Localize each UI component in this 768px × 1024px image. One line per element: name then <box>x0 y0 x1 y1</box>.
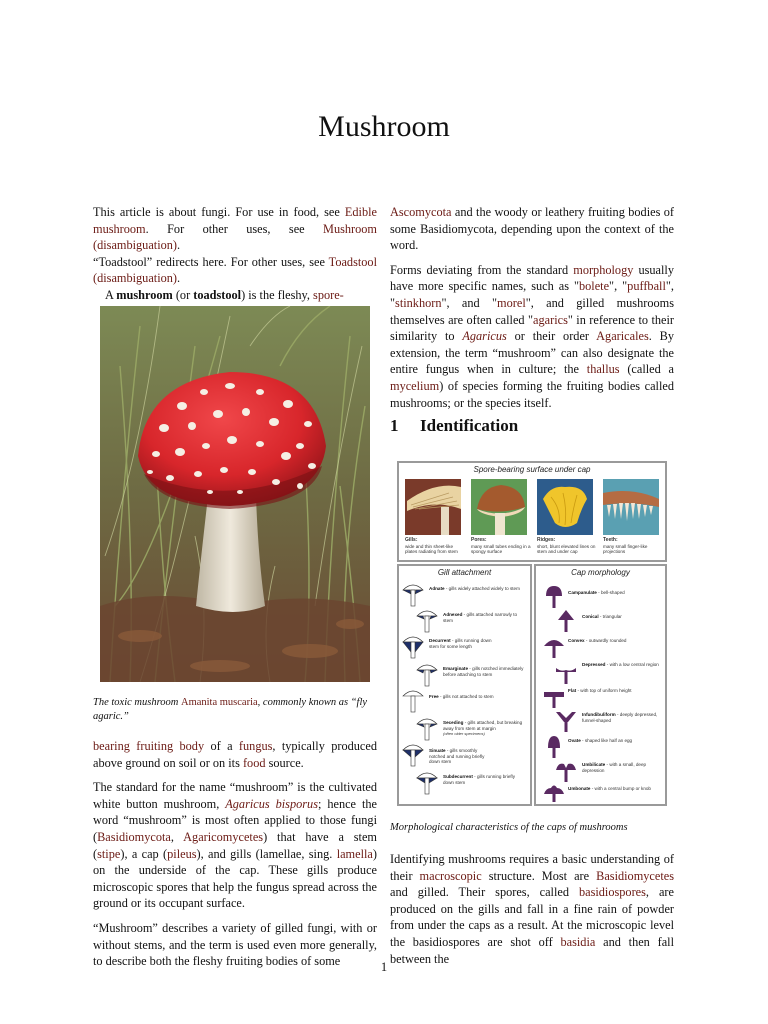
link-puffball[interactable]: puffball <box>627 279 666 294</box>
section-heading <box>390 416 518 436</box>
paragraph-text: " in reference to their similarity to <box>390 312 674 344</box>
paragraph-text: and the woody or leathery fruiting bodies of some Basidiomycota, depending upon the context of the word. <box>390 205 674 253</box>
paragraph-text: or their order <box>506 329 597 344</box>
page-title: Mushroom <box>318 110 450 143</box>
paragraph-text: ; hence the word “mushroom” is most often applied to those fungi ( <box>93 796 377 844</box>
link-basidiomycetes[interactable]: Basidiomycetes <box>596 868 674 883</box>
gill-adnexed: Adnexed - gills attached narrowly to stem <box>443 612 518 623</box>
paragraph-bearing <box>93 738 377 771</box>
link-pileus[interactable]: pileus <box>167 846 197 861</box>
link-edible-mushroom[interactable]: Edible mushroom <box>93 205 377 236</box>
paragraph-text: usually have more specific names, such as " <box>390 262 674 294</box>
link-fruiting-body[interactable]: fruiting body <box>136 739 205 753</box>
right-column-bottom <box>390 851 674 975</box>
paragraph-text: , typically produced above ground on soil or on its <box>93 739 377 770</box>
paragraph-text: ", and gilled mushrooms themselves are often called " <box>390 295 674 327</box>
cap-morphology-box <box>534 564 667 806</box>
link-ascomycota[interactable]: Ascomycota <box>390 205 452 219</box>
paragraph-describes: “Mushroom” describes a variety of gilled fungi, with or without stems, and the term is used even more generally, to describe both the fleshy fruiting bodies of some <box>93 920 377 969</box>
link-toadstool-disambiguation[interactable]: Toadstool (disambiguation) <box>93 254 377 286</box>
paragraph-text: ", and " <box>441 295 498 310</box>
paragraph-text: ) that have a stem ( <box>93 829 377 861</box>
cap-ovate: Ovate - shaped like half an egg <box>568 738 633 743</box>
link-agaricales[interactable]: Agaricales <box>596 329 649 344</box>
hatnote-2 <box>93 254 377 287</box>
paragraph-text: ) of species forming the fruiting bodies called mushrooms; or the species itself. <box>390 378 674 410</box>
paragraph-text: and then fall between the <box>390 934 674 966</box>
link-basidiomycota[interactable]: Basidiomycota <box>97 829 171 844</box>
link-morel[interactable]: morel <box>497 295 526 310</box>
paragraph-text: (called a <box>619 362 674 377</box>
paragraph-standard <box>93 779 377 912</box>
paragraph-text: ), and gills (lamellae, sing. <box>196 846 337 861</box>
link-bearing[interactable]: bearing <box>93 739 130 753</box>
left-column-top <box>93 204 377 304</box>
intro-text: ) is the fleshy, <box>241 287 314 302</box>
paragraph-text: Forms deviating from the standard <box>390 262 574 277</box>
gill-emarginate: Emarginate - gills notched immediately before attaching to stem <box>443 666 524 677</box>
spore-label-pores: Pores: many small tubes ending in a spongy surface <box>471 537 531 555</box>
paragraph-text: Identifying mushrooms requires a basic understanding of their <box>390 852 674 883</box>
photo-caption <box>93 696 377 724</box>
paragraph-text: , <box>170 829 184 844</box>
paragraph-text: source. <box>265 755 304 770</box>
spore-surface-box <box>397 461 667 562</box>
link-agaricus-bisporus[interactable]: Agaricus bisporus <box>225 796 318 811</box>
hatnote-text: This article is about fungi. For use in food, see <box>93 205 345 219</box>
gill-seceding: Seceding - gills attached, but breaking away from stem at margin (often older specimens) <box>443 720 523 737</box>
spore-label-ridges: Ridges: short, blunt elevated lines on stem and under cap <box>537 537 596 555</box>
link-spore-bearing[interactable]: spore- <box>313 287 344 302</box>
cap-umbilicate: Umbilicate - with a small, deep depression <box>582 762 647 773</box>
section-number: 1 <box>390 416 399 435</box>
gill-attachment-box <box>397 564 532 806</box>
paragraph-identifying <box>390 851 674 967</box>
paragraph-text: structure. Most are <box>481 868 597 883</box>
hatnote-text: . <box>177 238 181 253</box>
term-toadstool: toadstool <box>193 287 242 302</box>
spore-label-gills: Gills: wide and thin sheet-like plates radiating from stem <box>405 537 458 555</box>
term-mushroom: mushroom <box>116 287 173 302</box>
cap-infundibuliform: Infundibuliform - deeply depressed, funnel-shaped <box>582 712 658 723</box>
amanita-muscaria-image <box>100 306 370 682</box>
gill-adnate: Adnate - gills widely attached widely to stem <box>429 586 520 591</box>
paragraph-text: and gilled. Their spores, called <box>390 885 579 900</box>
ridges-swatch <box>537 479 593 535</box>
cap-campanulate: Campanulate - bell-shaped <box>568 590 625 595</box>
link-morphology[interactable]: morphology <box>573 262 634 277</box>
link-agaricomycetes[interactable]: Agaricomycetes <box>183 829 264 844</box>
cap-convex: Convex - outwardly rounded <box>568 638 627 643</box>
caption-text: The toxic mushroom <box>93 697 181 708</box>
paragraph-text: ) on the underside of the cap. These gills produce microscopic spores that help the fungus spread across the ground or its occupant surface. <box>93 846 377 911</box>
spore-surface-title: Spore-bearing surface under cap <box>473 465 591 474</box>
paragraph-forms <box>390 262 674 411</box>
gill-decurrent: Decurrent - gills running down stem for some length <box>429 638 492 649</box>
link-lamella[interactable]: lamella <box>336 846 373 861</box>
link-food[interactable]: food <box>242 755 266 770</box>
paragraph-text: ", " <box>390 279 674 310</box>
link-fungus[interactable]: fungus <box>238 739 273 753</box>
link-macroscopic[interactable]: macroscopic <box>419 868 482 883</box>
intro-text: (or <box>172 287 194 302</box>
intro-paragraph <box>93 287 377 304</box>
link-stinkhorn[interactable]: stinkhorn <box>395 295 442 310</box>
paragraph-text: ", " <box>609 279 628 294</box>
link-basidia[interactable]: basidia <box>560 934 596 949</box>
gills-swatch <box>405 479 461 535</box>
link-basidiospores[interactable]: basidiospores <box>578 885 646 900</box>
teeth-swatch <box>603 479 659 535</box>
paragraph-text: . By extension, the term “mushroom” can also designate the entire fungus when in culture; the <box>390 329 675 377</box>
paragraph-ascomycota <box>390 204 674 254</box>
spore-label-teeth: Teeth: many small finger-like projections <box>603 537 648 555</box>
hatnote-text: . <box>177 271 181 286</box>
caption-text: , commonly known as “fly agaric.” <box>93 697 368 722</box>
gill-sinuate: Sinuate - gills smoothly notched and running briefly down stem <box>429 748 485 765</box>
link-agaricus[interactable]: Agaricus <box>462 329 507 344</box>
paragraph-text: ), a cap ( <box>120 846 168 861</box>
hatnote-text: “Toadstool” redirects here. For other uses, see <box>93 254 329 269</box>
link-bolete[interactable]: bolete <box>579 279 610 294</box>
link-agarics[interactable]: agarics <box>533 312 568 327</box>
right-column-top <box>390 204 674 419</box>
link-thallus[interactable]: thallus <box>586 362 620 377</box>
link-stipe[interactable]: stipe <box>97 846 121 861</box>
fly-agaric-photo <box>100 306 370 682</box>
link-mycelium[interactable]: mycelium <box>390 378 440 393</box>
cap-conical: Conical - triangular <box>582 614 622 619</box>
page-number: 1 <box>380 960 388 974</box>
link-amanita-muscaria[interactable]: Amanita muscaria <box>180 697 258 708</box>
cap-umbonate: Umbonate - with a central bump or knob <box>568 786 651 791</box>
link-mushroom-disambiguation[interactable]: Mushroom (disambiguation) <box>93 221 377 253</box>
hatnote-text: . For other uses, see <box>145 221 324 236</box>
hatnote-1 <box>93 204 377 254</box>
figure-caption: Morphological characteristics of the caps of mushrooms <box>390 822 628 833</box>
paragraph-text: , are produced on the gills and fall in a fine rain of powder from under the caps as a result. At the microscopic level the basidiospores are shot off <box>390 885 674 949</box>
intro-text: A <box>105 287 117 302</box>
gill-attachment-title: Gill attachment <box>437 568 492 577</box>
gill-subdecurrent: Subdecurrent - gills running briefly down stem <box>443 774 516 785</box>
paragraph-text: The standard for the name “mushroom” is the cultivated white button mushroom, <box>93 780 377 811</box>
gill-free: Free - gills not attached to stem <box>429 694 494 699</box>
cap-depressed: Depressed - with a low central region <box>582 662 659 667</box>
paragraph-text: of a <box>204 739 239 753</box>
morphology-figure <box>397 461 667 806</box>
section-title: Identification <box>420 416 519 435</box>
cap-flat: Flat - with top of uniform height <box>568 688 632 693</box>
left-column-bottom <box>93 738 377 978</box>
pores-swatch <box>471 479 527 535</box>
cap-morphology-title: Cap morphology <box>571 568 630 577</box>
